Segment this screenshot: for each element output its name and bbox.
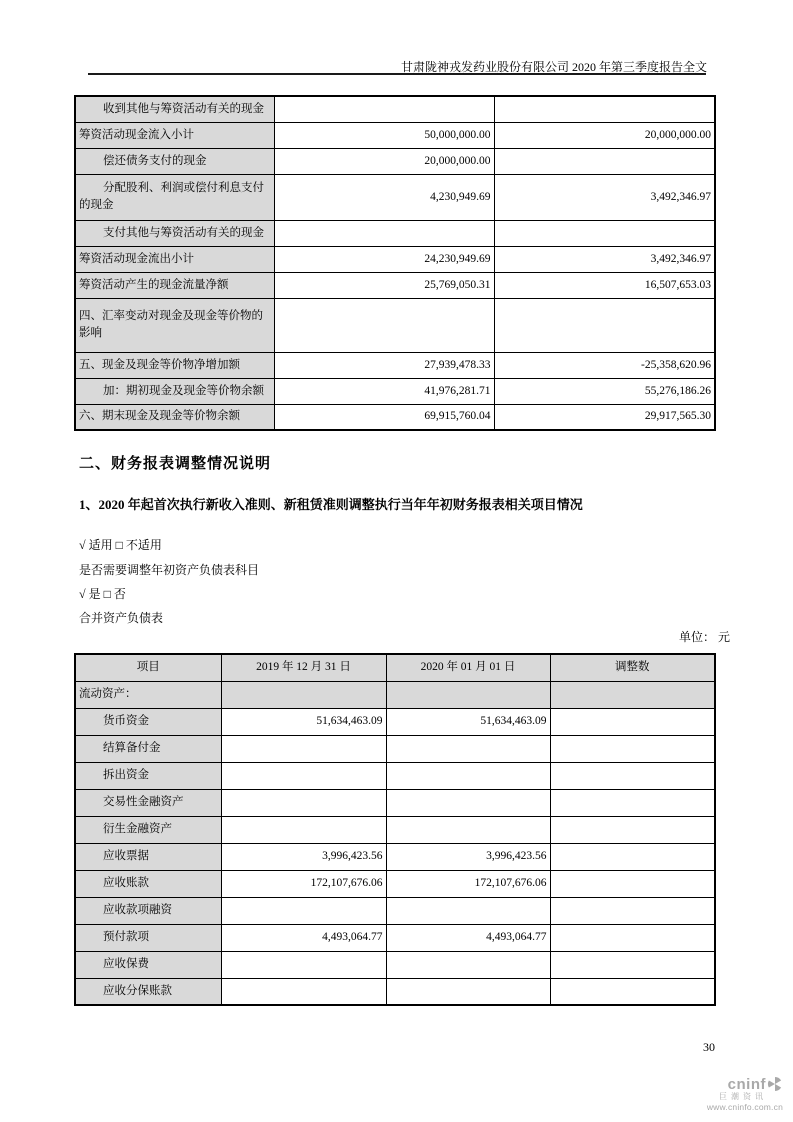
table-row: [75, 352, 715, 378]
value-cell: [221, 735, 386, 762]
value-cell: [221, 789, 386, 816]
value-cell: [274, 220, 494, 246]
balance-table: [74, 653, 716, 1006]
value-cell: 29,917,565.30: [494, 404, 715, 430]
header-rule: [88, 73, 706, 75]
value-cell: 55,276,186.26: [494, 378, 715, 404]
row-label: 筹资活动现金流入小计: [75, 122, 274, 148]
row-label: 筹资活动产生的现金流量净额: [75, 272, 274, 298]
row-label: 衍生金融资产: [75, 816, 221, 843]
value-cell: [550, 897, 715, 924]
value-cell: [386, 951, 550, 978]
row-label: 收到其他与筹资活动有关的现金: [75, 96, 274, 122]
row-label: 四、汇率变动对现金及现金等价物的影响: [75, 298, 274, 352]
value-cell: 27,939,478.33: [274, 352, 494, 378]
row-label: 五、现金及现金等价物净增加额: [75, 352, 274, 378]
value-cell: [550, 978, 715, 1005]
value-cell: [550, 870, 715, 897]
value-cell: 4,493,064.77: [386, 924, 550, 951]
value-cell: [386, 681, 550, 708]
value-cell: 50,000,000.00: [274, 122, 494, 148]
row-label: 应收分保账款: [75, 978, 221, 1005]
table-row: [75, 978, 715, 1005]
row-label: 交易性金融资产: [75, 789, 221, 816]
table-row: [75, 843, 715, 870]
value-cell: 3,492,346.97: [494, 174, 715, 220]
row-label: 货币资金: [75, 708, 221, 735]
value-cell: 20,000,000.00: [274, 148, 494, 174]
value-cell: [221, 681, 386, 708]
table-row: [75, 924, 715, 951]
adjust-question-line: 是否需要调整年初资产负债表科目: [79, 563, 260, 577]
value-cell: 51,634,463.09: [386, 708, 550, 735]
row-label: 流动资产：: [75, 681, 221, 708]
value-cell: [550, 951, 715, 978]
row-label: 应收款项融资: [75, 897, 221, 924]
table-header-row: [75, 654, 715, 681]
value-cell: 51,634,463.09: [221, 708, 386, 735]
value-cell: [550, 924, 715, 951]
value-cell: 172,107,676.06: [386, 870, 550, 897]
subsection-heading: 1、2020 年起首次执行新收入准则、新租赁准则调整执行当年年初财务报表相关项目情况: [79, 497, 583, 512]
value-cell: [386, 789, 550, 816]
value-cell: -25,358,620.96: [494, 352, 715, 378]
row-label: 偿还债务支付的现金: [75, 148, 274, 174]
row-label: 六、期末现金及现金等价物余额: [75, 404, 274, 430]
section-heading: 二、财务报表调整情况说明: [79, 456, 272, 472]
page-number: 30: [703, 1040, 715, 1054]
value-cell: [550, 735, 715, 762]
table-row: [75, 870, 715, 897]
table-row: [75, 951, 715, 978]
column-header: 调整数: [550, 654, 715, 681]
value-cell: [274, 298, 494, 352]
value-cell: [386, 816, 550, 843]
logo-name: 巨潮资讯: [719, 1092, 767, 1101]
yes-no-line: √ 是 □ 否: [79, 587, 126, 601]
value-cell: [221, 978, 386, 1005]
value-cell: [494, 148, 715, 174]
table-row: [75, 897, 715, 924]
table-row: [75, 735, 715, 762]
value-cell: [221, 897, 386, 924]
value-cell: 20,000,000.00: [494, 122, 715, 148]
table-title: 合并资产负债表: [79, 611, 164, 625]
table-row: [75, 272, 715, 298]
value-cell: [494, 298, 715, 352]
value-cell: 4,493,064.77: [221, 924, 386, 951]
table-row: [75, 681, 715, 708]
table-row: [75, 148, 715, 174]
applicable-line: √ 适用 □ 不适用: [79, 538, 162, 552]
value-cell: [550, 843, 715, 870]
value-cell: 3,996,423.56: [386, 843, 550, 870]
value-cell: [550, 789, 715, 816]
value-cell: [274, 96, 494, 122]
row-label: 结算备付金: [75, 735, 221, 762]
row-label: 应收票据: [75, 843, 221, 870]
value-cell: [386, 762, 550, 789]
table-row: [75, 246, 715, 272]
value-cell: 41,976,281.71: [274, 378, 494, 404]
value-cell: [386, 735, 550, 762]
value-cell: [494, 96, 715, 122]
row-label: 筹资活动现金流出小计: [75, 246, 274, 272]
value-cell: [386, 897, 550, 924]
value-cell: [221, 762, 386, 789]
table-row: [75, 708, 715, 735]
table-row: [75, 816, 715, 843]
table-row: [75, 378, 715, 404]
value-cell: [386, 978, 550, 1005]
table-row: [75, 789, 715, 816]
row-label: 拆出资金: [75, 762, 221, 789]
value-cell: 16,507,653.03: [494, 272, 715, 298]
value-cell: 3,492,346.97: [494, 246, 715, 272]
page-header-title: 甘肃陇神戎发药业股份有限公司 2020 年第三季度报告全文: [400, 60, 707, 74]
value-cell: [550, 762, 715, 789]
value-cell: [550, 681, 715, 708]
value-cell: 3,996,423.56: [221, 843, 386, 870]
value-cell: 69,915,760.04: [274, 404, 494, 430]
value-cell: 24,230,949.69: [274, 246, 494, 272]
value-cell: [550, 708, 715, 735]
logo-brand: cninf: [727, 1075, 766, 1093]
value-cell: [221, 951, 386, 978]
row-label: 加：期初现金及现金等价物余额: [75, 378, 274, 404]
cninfo-logo: [707, 1076, 783, 1112]
row-label: 应收保费: [75, 951, 221, 978]
value-cell: [494, 220, 715, 246]
cashflow-table: [74, 95, 716, 431]
column-header: 项目: [75, 654, 221, 681]
value-cell: 4,230,949.69: [274, 174, 494, 220]
value-cell: 25,769,050.31: [274, 272, 494, 298]
logo-url: www.cninfo.com.cn: [706, 1102, 783, 1112]
row-label: 应收账款: [75, 870, 221, 897]
table-row: [75, 174, 715, 220]
row-label: 支付其他与筹资活动有关的现金: [75, 220, 274, 246]
table-row: [75, 762, 715, 789]
table-row: [75, 298, 715, 352]
value-cell: 172,107,676.06: [221, 870, 386, 897]
value-cell: [221, 816, 386, 843]
table-row: [75, 220, 715, 246]
unit-label: 单位： 元: [678, 630, 730, 644]
table-row: [75, 404, 715, 430]
table-row: [75, 122, 715, 148]
column-header: 2019 年 12 月 31 日: [221, 654, 386, 681]
swirl-icon: [767, 1076, 783, 1092]
value-cell: [550, 816, 715, 843]
column-header: 2020 年 01 月 01 日: [386, 654, 550, 681]
row-label: 分配股利、利润或偿付利息支付的现金: [75, 174, 274, 220]
row-label: 预付款项: [75, 924, 221, 951]
table-row: [75, 96, 715, 122]
